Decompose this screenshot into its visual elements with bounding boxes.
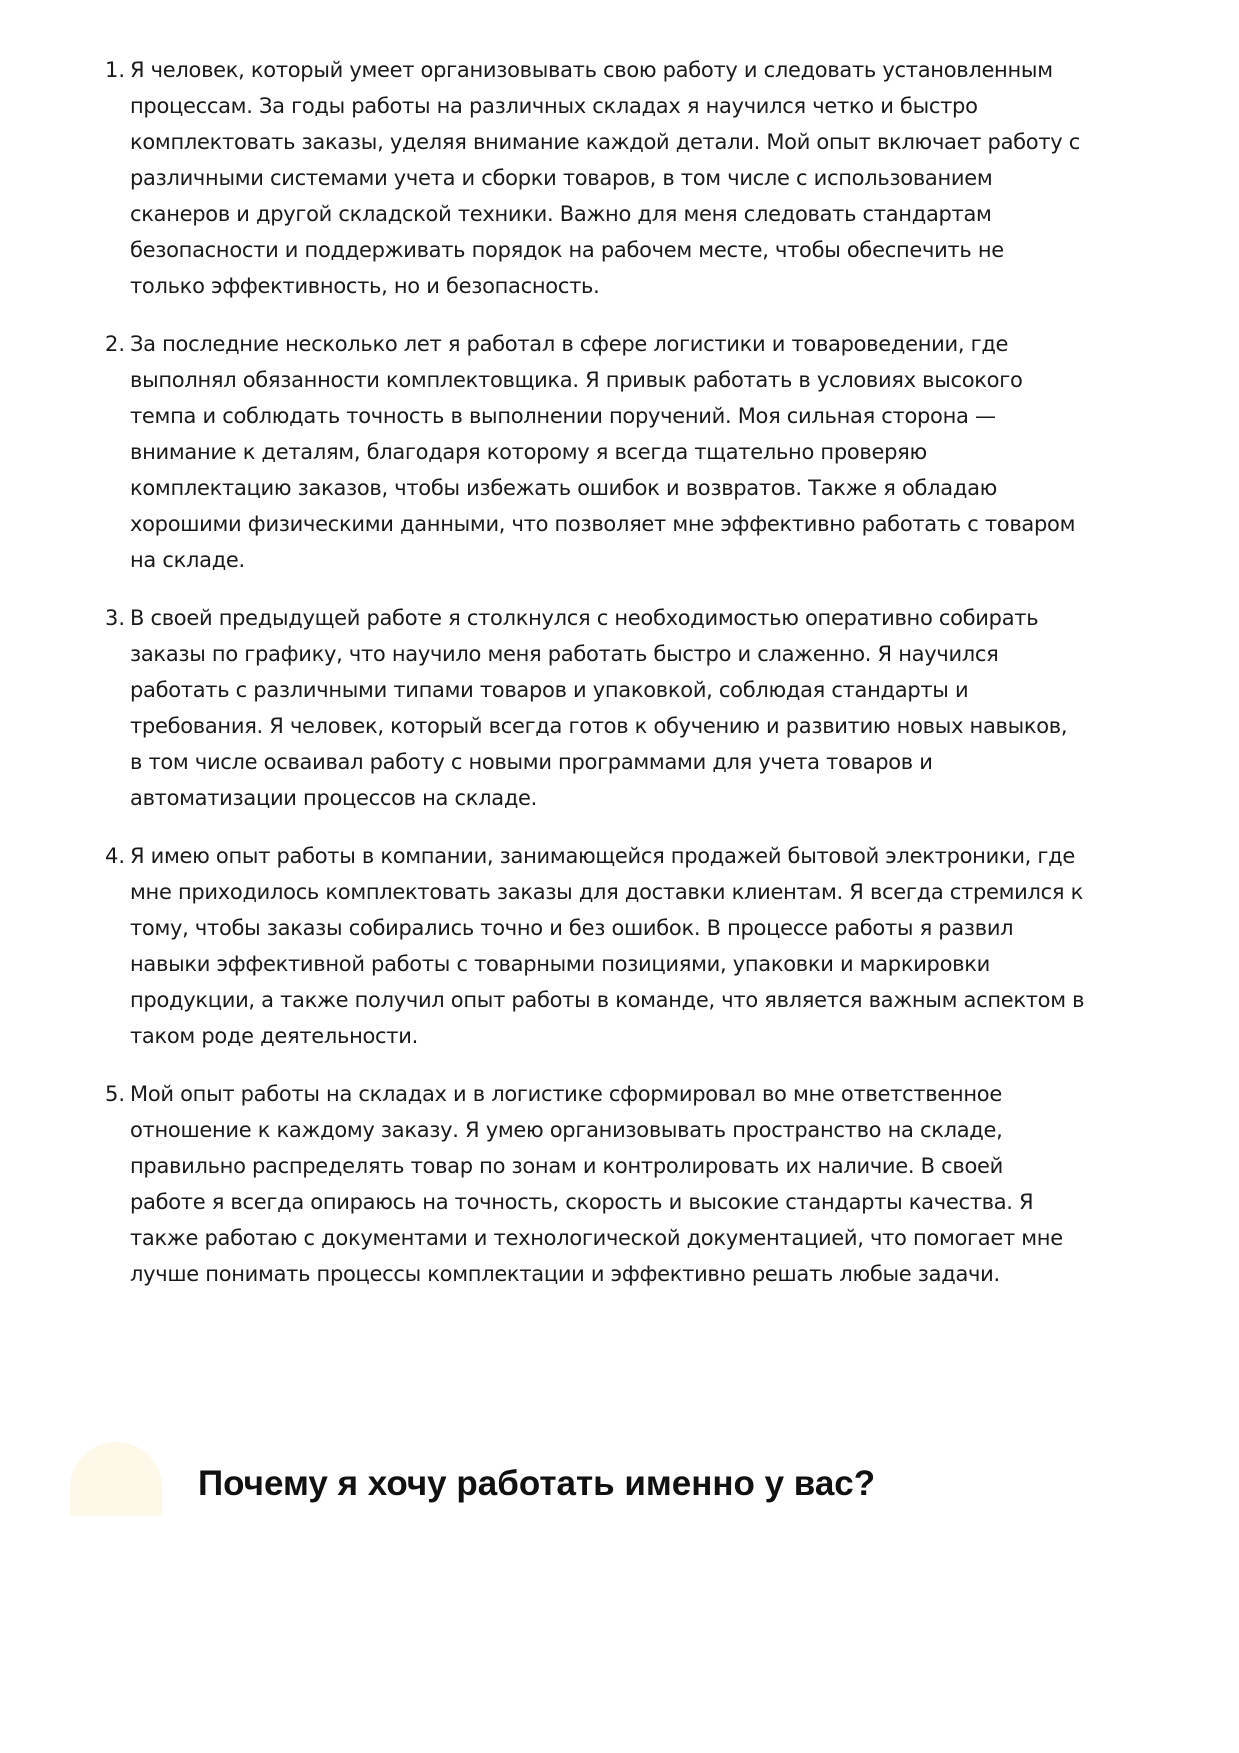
- paragraph-line: сканеров и другой складской техники. Важно для меня следовать стандартам: [130, 202, 992, 226]
- paragraph-line: в том числе осваивал работу с новыми программами для учета товаров и: [130, 750, 933, 774]
- paragraph-line: правильно распределять товар по зонам и контролировать их наличие. В своей: [130, 1154, 1003, 1178]
- list-item: [0, 52, 1239, 304]
- paragraph-line: выполнял обязанности комплектовщика. Я привык работать в условиях высокого: [130, 368, 1023, 392]
- list-number: 3.: [105, 606, 126, 630]
- paragraph-line: отношение к каждому заказу. Я умею организовывать пространство на складе,: [130, 1118, 1003, 1142]
- paragraph-line: работать с различными типами товаров и упаковкой, соблюдая стандарты и: [130, 678, 969, 702]
- paragraph-line: таком роде деятельности.: [130, 1024, 418, 1048]
- paragraph-line: В своей предыдущей работе я столкнулся с необходимостью оперативно собирать: [130, 606, 1039, 630]
- paragraph-line: автоматизации процессов на складе.: [130, 786, 538, 810]
- list-number: 2.: [105, 332, 126, 356]
- list-item: [0, 1076, 1239, 1292]
- paragraph-line: только эффективность, но и безопасность.: [130, 274, 600, 298]
- section-heading: Почему я хочу работать именно у вас?: [198, 1464, 876, 1503]
- paragraph-line: также работаю с документами и технологической документацией, что помогает мне: [130, 1226, 1063, 1250]
- paragraph-line: мне приходилось комплектовать заказы для доставки клиентам. Я всегда стремился к: [130, 880, 1083, 904]
- paragraph-line: различными системами учета и сборки товаров, в том числе с использованием: [130, 166, 993, 190]
- paragraph-line: заказы по графику, что научило меня работать быстро и слаженно. Я научился: [130, 642, 999, 666]
- list-number: 4.: [105, 844, 126, 868]
- decorative-shape: [70, 1442, 162, 1516]
- paragraph-line: работе я всегда опираюсь на точность, скорость и высокие стандарты качества. Я: [130, 1190, 1034, 1214]
- paragraph-line: на складе.: [130, 548, 245, 572]
- paragraph-line: внимание к деталям, благодаря которому я всегда тщательно проверяю: [130, 440, 927, 464]
- paragraph-line: тому, чтобы заказы собирались точно и без ошибок. В процессе работы я развил: [130, 916, 1014, 940]
- list-number: 5.: [105, 1082, 126, 1106]
- paragraph-line: продукции, а также получил опыт работы в команде, что является важным аспектом в: [130, 988, 1085, 1012]
- paragraph-line: комплектацию заказов, чтобы избежать ошибок и возвратов. Также я обладаю: [130, 476, 998, 500]
- paragraph-line: лучше понимать процессы комплектации и эффективно решать любые задачи.: [130, 1262, 1000, 1286]
- paragraph-line: хорошими физическими данными, что позволяет мне эффективно работать с товаром: [130, 512, 1076, 536]
- paragraph-line: процессам. За годы работы на различных складах я научился четко и быстро: [130, 94, 978, 118]
- paragraph-line: безопасности и поддерживать порядок на рабочем месте, чтобы обеспечить не: [130, 238, 1004, 262]
- paragraph-line: требования. Я человек, который всегда готов к обучению и развитию новых навыков,: [130, 714, 1068, 738]
- list-item: [0, 838, 1239, 1054]
- paragraph-line: навыки эффективной работы с товарными позициями, упаковки и маркировки: [130, 952, 990, 976]
- paragraph-line: темпа и соблюдать точность в выполнении поручений. Моя сильная сторона —: [130, 404, 996, 428]
- numbered-list: [0, 52, 1239, 1314]
- paragraph-line: Я человек, который умеет организовывать свою работу и следовать установленным: [130, 58, 1053, 82]
- paragraph-line: За последние несколько лет я работал в сфере логистики и товароведении, где: [130, 332, 1009, 356]
- list-number: 1.: [105, 58, 126, 82]
- list-item: [0, 600, 1239, 816]
- paragraph-line: Мой опыт работы на складах и в логистике сформировал во мне ответственное: [130, 1082, 1002, 1106]
- paragraph-line: комплектовать заказы, уделяя внимание каждой детали. Мой опыт включает работу с: [130, 130, 1081, 154]
- paragraph-line: Я имею опыт работы в компании, занимающейся продажей бытовой электроники, где: [130, 844, 1076, 868]
- list-item: [0, 326, 1239, 578]
